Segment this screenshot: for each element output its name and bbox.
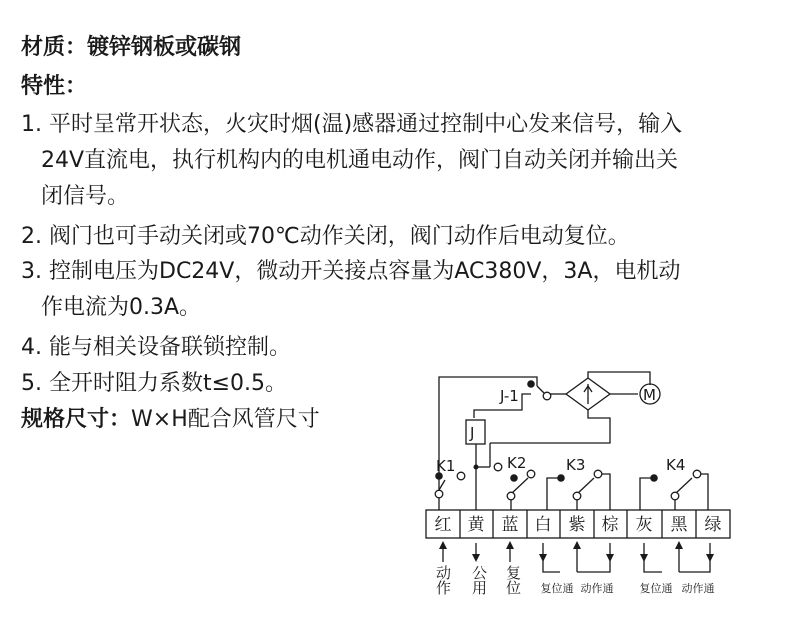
- feature-4-number: 4.: [21, 335, 42, 360]
- reset-pass-label-1: 复位通: [540, 582, 574, 595]
- signal-action-label: 动作: [434, 565, 452, 595]
- terminal-white: 白: [534, 515, 552, 535]
- terminal-green: 绿: [704, 515, 722, 535]
- reset-pass-label-2: 复位通: [639, 582, 673, 595]
- feature-1-number: 1.: [21, 112, 42, 137]
- spec-label: 规格尺寸：: [21, 407, 132, 432]
- switch-k1-label: K1: [436, 457, 456, 475]
- action-pass-label-2: 动作通: [681, 582, 715, 595]
- switch-k2-label: K2: [507, 454, 527, 472]
- action-pass-label-1: 动作通: [580, 582, 614, 595]
- signal-reset-label: 复位: [504, 565, 522, 595]
- terminal-red: 红: [434, 515, 452, 535]
- terminal-purple: 紫: [568, 515, 586, 535]
- switch-k3-label: K3: [566, 456, 586, 474]
- features-heading: 特性：: [21, 74, 88, 99]
- feature-4-text: 能与相关设备联锁控制。: [49, 335, 292, 360]
- feature-2-text: 阀门也可手动关闭或70℃动作关闭，阀门动作后电动复位。: [49, 224, 630, 249]
- feature-2-number: 2.: [21, 224, 42, 249]
- feature-5-number: 5.: [21, 371, 42, 396]
- relay-contact-label: J-1: [500, 387, 519, 405]
- feature-5-text: 全开时阻力系数t≤0.5。: [49, 371, 288, 396]
- terminal-black: 黑: [670, 515, 688, 535]
- terminal-brown: 棕: [601, 515, 619, 535]
- terminal-grey: 灰: [635, 515, 653, 535]
- motor-label: M: [643, 386, 656, 404]
- spec-value: W×H配合风管尺寸: [131, 407, 320, 432]
- switch-k4-label: K4: [666, 456, 686, 474]
- signal-common-label: 公用: [470, 565, 488, 595]
- feature-1-text: 平时呈常开状态，火灾时烟(温)感器通过控制中心发来信号，输入: [49, 112, 683, 137]
- feature-1-line-3: 闭信号。: [41, 184, 130, 209]
- relay-coil-label: J: [470, 424, 475, 442]
- terminal-blue: 蓝: [501, 515, 519, 535]
- feature-1-line-2: 24V直流电，执行机构内的电机通电动作，阀门自动关闭并输出关: [41, 148, 679, 173]
- feature-3-text: 控制电压为DC24V，微动开关接点容量为AC380V，3A，电机动: [49, 259, 681, 284]
- feature-3-line-2: 作电流为0.3A。: [41, 295, 202, 320]
- terminal-yellow: 黄: [467, 515, 485, 535]
- feature-3-number: 3.: [21, 259, 42, 284]
- material-label: 材质：: [21, 35, 88, 60]
- material-value: 镀锌钢板或碳钢: [87, 35, 242, 60]
